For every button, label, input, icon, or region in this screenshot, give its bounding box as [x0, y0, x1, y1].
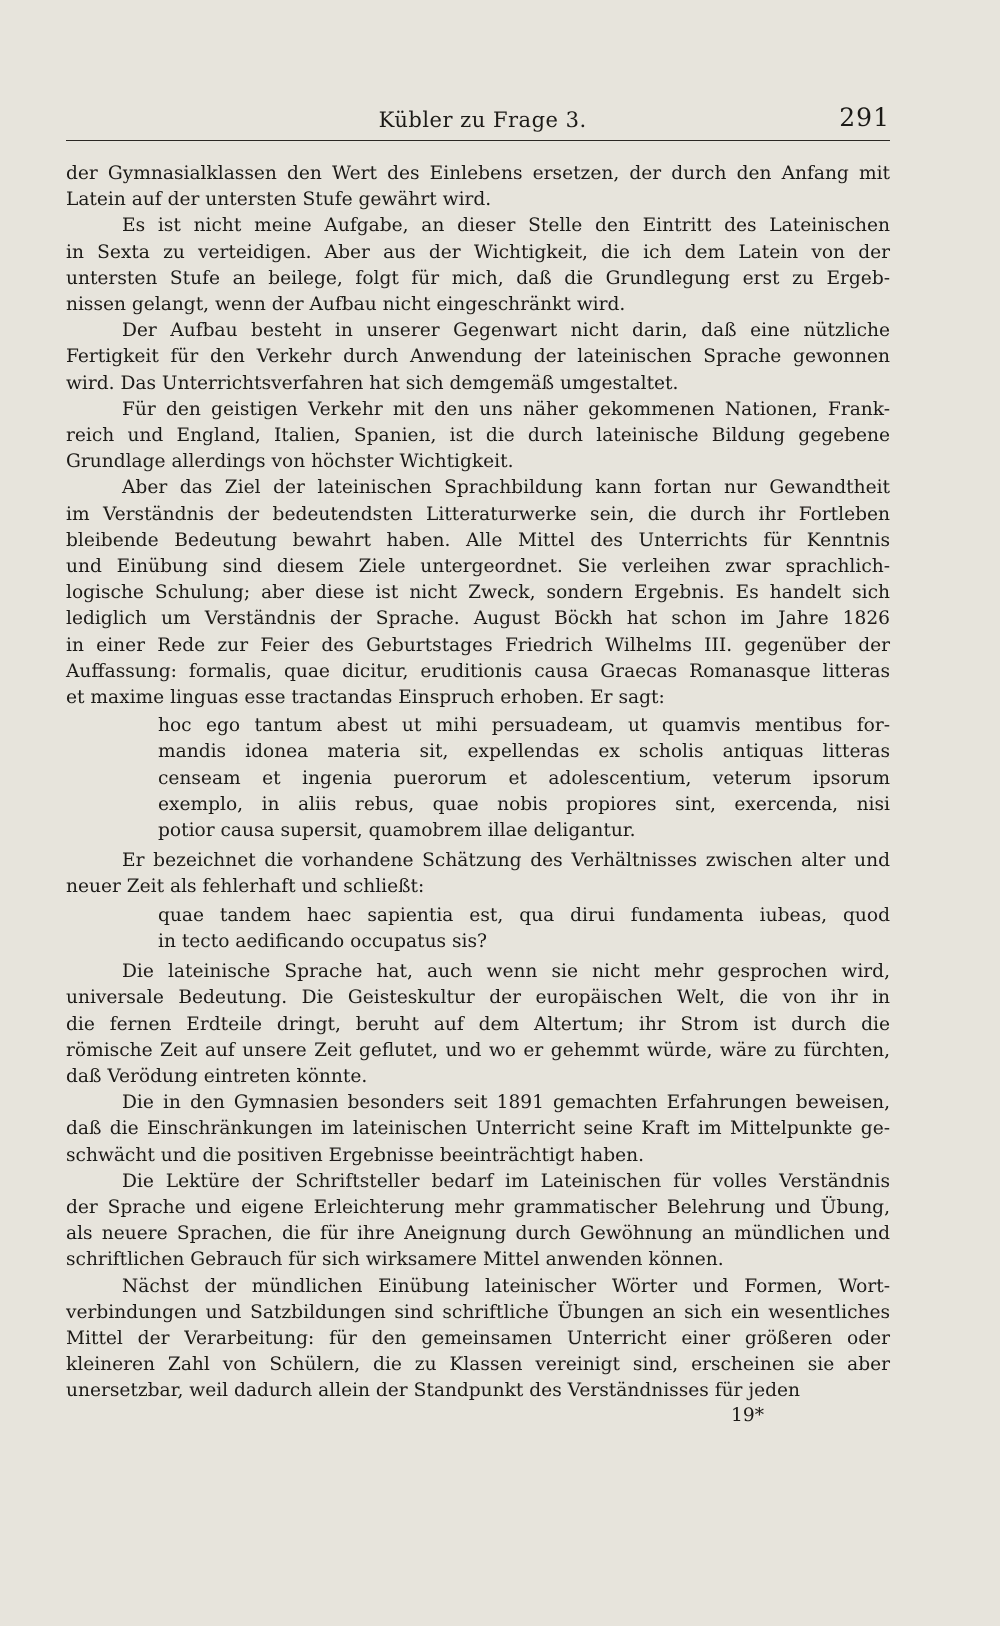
text-line: bleibende Bedeutung bewahrt haben. Alle Mittel des Unterrichts für Kenntnis	[66, 529, 890, 551]
text-line: nissen gelangt, wenn der Aufbau nicht eingeschränkt wird.	[66, 294, 626, 316]
text-line: reich und England, Italien, Spanien, ist die durch lateinische Bildung gegebene	[66, 425, 890, 447]
paragraph	[66, 161, 890, 213]
paragraph	[66, 1274, 890, 1405]
text-line: Latein auf der untersten Stufe gewährt wird.	[66, 189, 492, 211]
text-line: et maxime linguas esse tractandas Einspruch erhoben. Er sagt:	[66, 687, 665, 709]
page-header	[66, 96, 890, 141]
text-line: Der Aufbau besteht in unserer Gegenwart nicht darin, daß eine nützliche	[122, 320, 890, 342]
body-text	[66, 161, 890, 1405]
text-line: Die Lektüre der Schriftsteller bedarf im Lateinischen für volles Verständnis	[122, 1170, 890, 1192]
text-line: der Gymnasialklassen den Wert des Einlebens ersetzen, der durch den Anfang mit	[66, 163, 890, 184]
quote-line: exemplo, in aliis rebus, quae nobis propiores sint, exercenda, nisi	[158, 793, 890, 815]
quote-line: mandis idonea materia sit, expellendas ex scholis antiquas litteras	[158, 741, 890, 763]
text-line: Aber das Ziel der lateinischen Sprachbildung kann fortan nur Gewandtheit	[122, 477, 890, 499]
text-line: wird. Das Unterrichtsverfahren hat sich demgemäß umgestaltet.	[66, 372, 679, 394]
text-line: Grundlage allerdings von höchster Wichtigkeit.	[66, 451, 514, 473]
text-line: unersetzbar, weil dadurch allein der Standpunkt des Verständnisses für jeden	[66, 1380, 800, 1402]
paragraph	[66, 1090, 890, 1169]
signature-mark: 19*	[731, 1404, 764, 1426]
text-line: als neuere Sprachen, die für ihre Aneignung durch Gewöhnung an mündlichen und	[66, 1223, 890, 1245]
text-line: der Sprache und eigene Erleichterung mehr grammatischer Belehrung und Übung,	[66, 1196, 890, 1218]
page-number: 291	[839, 103, 890, 132]
text-line: Es ist nicht meine Aufgabe, an dieser Stelle den Eintritt des Lateinischen	[122, 215, 890, 237]
text-line: untersten Stufe an beilege, folgt für mich, daß die Grundlegung erst zu Ergeb-	[66, 267, 890, 289]
text-line: und Einübung sind diesem Ziele untergeordnet. Sie verleihen zwar sprachlich-	[66, 556, 890, 578]
text-line: die fernen Erdteile dringt, beruht auf dem Altertum; ihr Strom ist durch die	[66, 1013, 890, 1035]
quote-line: in tecto aedificando occupatus sis?	[158, 930, 488, 952]
paragraph	[66, 397, 890, 476]
text-line: logische Schulung; aber diese ist nicht Zweck, sondern Ergebnis. Es handelt sich	[66, 582, 890, 604]
text-line: Er bezeichnet die vorhandene Schätzung des Verhältnisses zwischen alter und	[122, 850, 890, 872]
quote-line: censeam et ingenia puerorum et adolescentium, veterum ipsorum	[158, 767, 890, 789]
running-head: Kübler zu Frage 3.	[378, 108, 587, 132]
text-line: kleineren Zahl von Schülern, die zu Klassen vereinigt sind, erscheinen sie aber	[66, 1354, 890, 1376]
quote-line: potior causa supersit, quamobrem illae deligantur.	[158, 820, 636, 842]
paragraph	[66, 318, 890, 397]
text-line: Die lateinische Sprache hat, auch wenn sie nicht mehr gesprochen wird,	[122, 961, 890, 983]
paragraph	[66, 1169, 890, 1274]
text-line: universale Bedeutung. Die Geisteskultur der europäischen Welt, die von ihr in	[66, 987, 890, 1009]
text-line: römische Zeit auf unsere Zeit geflutet, und wo er gehemmt würde, wäre zu fürchten,	[66, 1039, 890, 1061]
text-line: Auffassung: formalis, quae dicitur, eruditionis causa Graecas Romanasque litteras	[66, 660, 890, 682]
quote-line: quae tandem haec sapientia est, qua dirui fundamenta iubeas, quod	[158, 904, 890, 926]
text-line: Für den geistigen Verkehr mit den uns näher gekommenen Nationen, Frank-	[122, 398, 890, 420]
paragraph	[66, 213, 890, 318]
latin-quote-2	[158, 903, 890, 955]
text-line: Fertigkeit für den Verkehr durch Anwendung der lateinischen Sprache gewonnen	[66, 346, 890, 368]
text-line: verbindungen und Satzbildungen sind schriftliche Übungen an sich ein wesentliches	[66, 1301, 890, 1323]
text-line: schwächt und die positiven Ergebnisse beeinträchtigt haben.	[66, 1144, 645, 1166]
text-line: in einer Rede zur Feier des Geburtstages Friedrich Wilhelms III. gegenüber der	[66, 634, 890, 656]
text-line: in Sexta zu verteidigen. Aber aus der Wichtigkeit, die ich dem Latein von der	[66, 241, 890, 263]
text-line: Nächst der mündlichen Einübung lateinischer Wörter und Formen, Wort-	[122, 1275, 890, 1297]
text-line: lediglich um Verständnis der Sprache. August Böckh hat schon im Jahre 1826	[66, 608, 890, 630]
paragraph	[66, 848, 890, 900]
text-line: Die in den Gymnasien besonders seit 1891 gemachten Erfahrungen beweisen,	[122, 1092, 890, 1114]
text-line: daß die Einschränkungen im lateinischen Unterricht seine Kraft im Mittelpunkte ge-	[66, 1118, 890, 1140]
text-line: schriftlichen Gebrauch für sich wirksamere Mittel anwenden können.	[66, 1249, 724, 1271]
text-line: im Verständnis der bedeutendsten Litteraturwerke sein, die durch ihr Fortleben	[66, 503, 890, 525]
paragraph	[66, 475, 890, 711]
latin-quote-1	[158, 713, 890, 844]
text-line: neuer Zeit als fehlerhaft und schließt:	[66, 876, 425, 898]
paragraph	[66, 959, 890, 1090]
text-line: Mittel der Verarbeitung: für den gemeinsamen Unterricht einer größeren oder	[66, 1327, 890, 1349]
text-line: daß Verödung eintreten könnte.	[66, 1065, 368, 1087]
quote-line: hoc ego tantum abest ut mihi persuadeam, ut quamvis mentibus for-	[158, 715, 890, 737]
